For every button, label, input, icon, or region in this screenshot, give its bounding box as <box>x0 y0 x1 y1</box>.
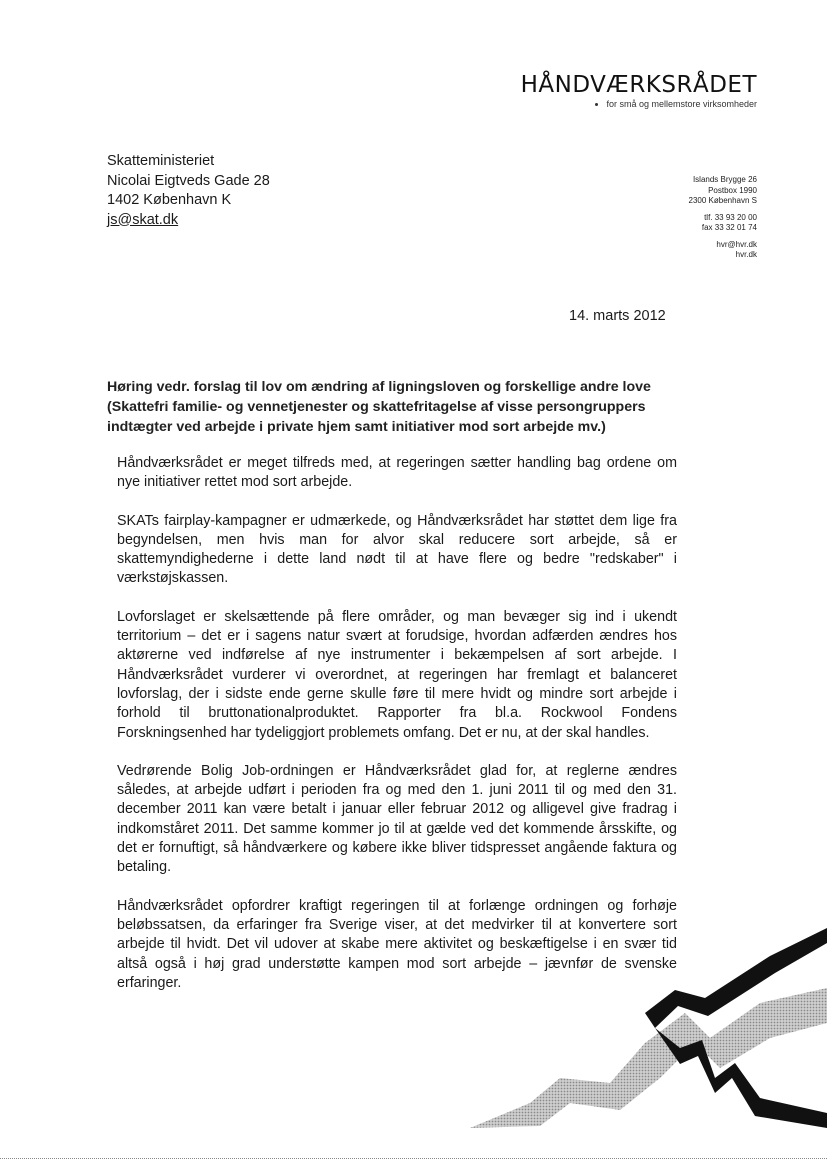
footer-divider <box>0 1158 827 1159</box>
letter-date: 14. marts 2012 <box>569 308 666 324</box>
org-tagline <box>521 99 757 109</box>
sender-phone: tlf. 33 93 20 00 <box>704 212 757 222</box>
recipient-name: Skatteministeriet <box>107 153 215 169</box>
org-tagline-text: for små og mellemstore virksomheder <box>606 99 757 109</box>
recipient-address <box>107 152 270 230</box>
sender-web[interactable]: hvr.dk <box>735 250 757 259</box>
recipient-email-link[interactable]: js@skat.dk <box>107 211 179 228</box>
body-paragraph: Håndværksrådet er meget tilfreds med, at regeringen sætter handling bag ordene om nye initiativer rettet mod sort arbejde. <box>117 455 677 491</box>
letter-subject: Høring vedr. forslag til lov om ændring af ligningsloven og forskellige andre love (Skattefri familie- og vennetjenester og skattefritagelse af visse persongruppers indtægter ved arbejde i private hjem samt initiativer mod sort arbejde mv.) <box>107 379 651 435</box>
sender-fax: fax 33 32 01 74 <box>701 223 757 232</box>
body-paragraph: Håndværksrådet opfordrer kraftigt regeringen til at forlænge ordningen og forhøje beløbssatsen, da erfaringer fra Sverige viser, at det medvirker til at konvertere sort arbejde til hvidt. Det vil udover at skabe mere aktivitet og beskæftigelse i en svær tid altså også i høj grad understøtte kampen mod sort arbejde – jævnfør de svenske erfaringer. <box>117 897 677 991</box>
sender-address <box>689 175 758 261</box>
body-paragraph: SKATs fairplay-kampagner er udmærkede, og Håndværksrådet har støttet dem lige fra begyndelsen, men hvis man for alvor skal reducere sort arbejde, så er skattemyndighederne i dette land nødt til at have flere og bedre "redskaber" i værkstøjskassen. <box>117 512 677 587</box>
recipient-city: 1402 København K <box>107 192 232 208</box>
org-logo <box>521 72 757 109</box>
sender-email[interactable]: hvr@hvr.dk <box>716 239 757 249</box>
decorative-wave-graphic <box>470 928 827 1128</box>
sender-city: 2300 København S <box>688 196 757 205</box>
recipient-street: Nicolai Eigtveds Gade 28 <box>107 172 270 189</box>
body-paragraph: Lovforslaget er skelsættende på flere områder, og man bevæger sig ind i ukendt territorium – det er i sagens natur svært at forudsige, hvordan adfærden ændres hos aktørerne ved indførelse af nye instrumenter i bekæmpelsen af sort arbejde. I Håndværksrådet vurderer vi overordnet, at regeringen har fremlagt et balanceret lovforslag, der i sidste ende gerne skulle føre til mere hvidt og mindre sort arbejde i forhold til bruttonationalproduktet. Rapporter fra bl.a. Rockwool Fondens Forskningsenhed har tydeliggjort problemets omfang. Det er nu, at der skal handles. <box>117 608 677 741</box>
body-paragraph: Vedrørende Bolig Job-ordningen er Håndværksrådet glad for, at reglerne ændres således, at arbejde udført i perioden fra og med den 1. juni 2011 til og med den 31. december 2011 kan være betalt i januar eller februar 2012 og alligevel give fradrag i indkomståret 2011. Det samme kommer jo til at gælde ved det kommende årsskifte, og det er fornuftigt, så håndværkere og købere ikke bliver tidspresset angående faktura og betaling. <box>117 762 677 876</box>
sender-street: Islands Brygge 26 <box>692 175 757 184</box>
org-name: HÅNDVÆRKSRÅDET <box>520 72 757 98</box>
bullet-icon <box>595 103 598 106</box>
sender-pobox: Postbox 1990 <box>708 185 757 195</box>
